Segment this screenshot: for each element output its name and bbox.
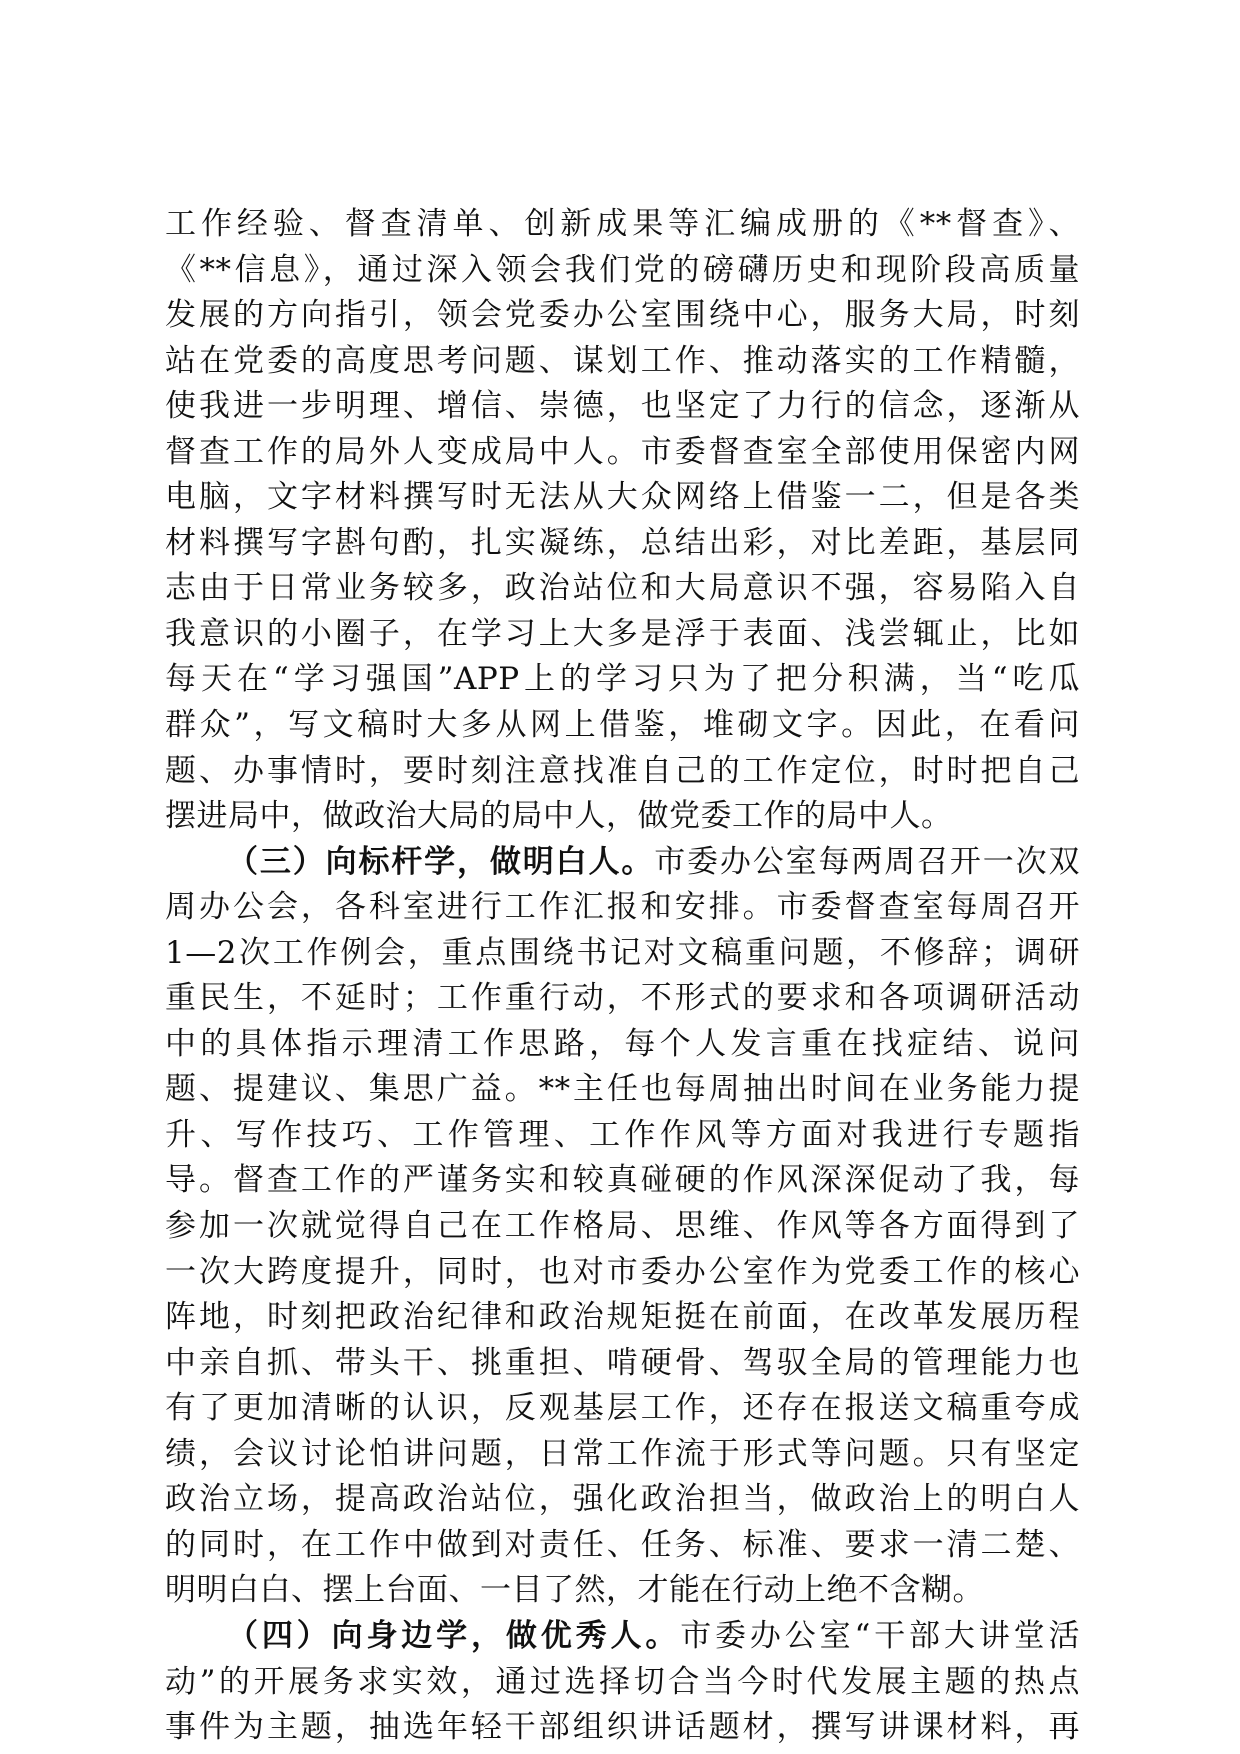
text-line: 摆进局中，做政治大局的局中人，做党委工作的局中人。 (165, 798, 953, 835)
text-line: 导。督查工作的严谨务实和较真碰硬的作风深深促动了我，每 (165, 1162, 1080, 1199)
text-line: 我意识的小圈子，在学习上大多是浮于表面、浅尝辄止，比如 (165, 615, 1080, 652)
text-line: 题、办事情时，要时刻注意找准自己的工作定位，时时把自己 (165, 752, 1080, 789)
text-line: 阵地，时刻把政治纪律和政治规矩挺在前面，在改革发展历程 (165, 1299, 1080, 1336)
text-line: 使我进一步明理、增信、崇德，也坚定了力行的信念，逐渐从 (165, 388, 1080, 425)
text-line: 重民生，不延时；工作重行动，不形式的要求和各项调研活动 (165, 980, 1080, 1017)
text-line: 发展的方向指引，领会党委办公室围绕中心，服务大局，时刻 (165, 297, 1080, 334)
text-line: 站在党委的高度思考问题、谋划工作、推动落实的工作精髓， (165, 342, 1080, 379)
text-line: 绩，会议讨论怕讲问题，日常工作流于形式等问题。只有坚定 (165, 1435, 1080, 1472)
paragraph-2 (165, 840, 1080, 1614)
text-line: 升、写作技巧、工作管理、工作作风等方面对我进行专题指 (165, 1116, 1080, 1153)
text-line: 中亲自抓、带头干、挑重担、啃硬骨、驾驭全局的管理能力也 (165, 1344, 1080, 1381)
text-line (165, 1614, 1080, 1660)
text-line: 事件为主题，抽选年轻干部组织讲话题材，撰写讲课材料，再 (165, 1709, 1080, 1746)
text-line: 政治立场，提高政治站位，强化政治担当，做政治上的明白人 (165, 1481, 1080, 1518)
text-line: 参加一次就觉得自己在工作格局、思维、作风等各方面得到了 (165, 1208, 1080, 1245)
text-line: 有了更加清晰的认识，反观基层工作，还存在报送文稿重夸成 (165, 1390, 1080, 1427)
text-line: 动”的开展务求实效，通过选择切合当今时代发展主题的热点 (165, 1663, 1080, 1700)
text-run: 市委办公室“干部大讲堂活 (680, 1617, 1080, 1654)
text-line: 明明白白、摆上台面、一目了然，才能在行动上绝不含糊。 (165, 1572, 984, 1609)
text-line: 周办公会，各科室进行工作汇报和安排。市委督查室每周召开 (165, 889, 1080, 926)
body-text (165, 202, 1080, 1751)
text-line: 工作经验、督查清单、创新成果等汇编成册的《**督查》、 (165, 206, 1080, 242)
text-line: 材料撰写字斟句酌，扎实凝练，总结出彩，对比差距，基层同 (165, 524, 1080, 561)
paragraph-3 (165, 1614, 1080, 1751)
text-line: 题、提建议、集思广益。**主任也每周抽出时间在业务能力提 (165, 1071, 1080, 1108)
paragraph-1 (165, 202, 1080, 840)
text-line: 《**信息》，通过深入领会我们党的磅礴历史和现阶段高质量 (165, 251, 1080, 288)
text-line: 的同时，在工作中做到对责任、任务、标准、要求一清二楚、 (165, 1526, 1080, 1563)
text-line: 一次大跨度提升，同时，也对市委办公室作为党委工作的核心 (165, 1253, 1080, 1290)
text-line (165, 840, 1080, 886)
text-line: 1—2次工作例会，重点围绕书记对文稿重问题，不修辞；调研 (165, 934, 1080, 971)
section-heading-3: （三）向标杆学，做明白人。 (227, 843, 655, 880)
text-line: 群众”，写文稿时大多从网上借鉴，堆砌文字。因此，在看问 (165, 707, 1080, 744)
text-line: 督查工作的局外人变成局中人。市委督查室全部使用保密内网 (165, 433, 1080, 470)
text-line: 中的具体指示理清工作思路，每个人发言重在找症结、说问 (165, 1025, 1080, 1062)
text-line: 志由于日常业务较多，政治站位和大局意识不强，容易陷入自 (165, 570, 1080, 607)
text-run: 市委办公室每两周召开一次双 (654, 843, 1081, 880)
section-heading-4: （四）向身边学，做优秀人。 (227, 1617, 681, 1654)
text-line: 电脑，文字材料撰写时无法从大众网络上借鉴一二，但是各类 (165, 479, 1080, 516)
text-line: 每天在“学习强国”APP上的学习只为了把分积满，当“吃瓜 (165, 661, 1080, 698)
